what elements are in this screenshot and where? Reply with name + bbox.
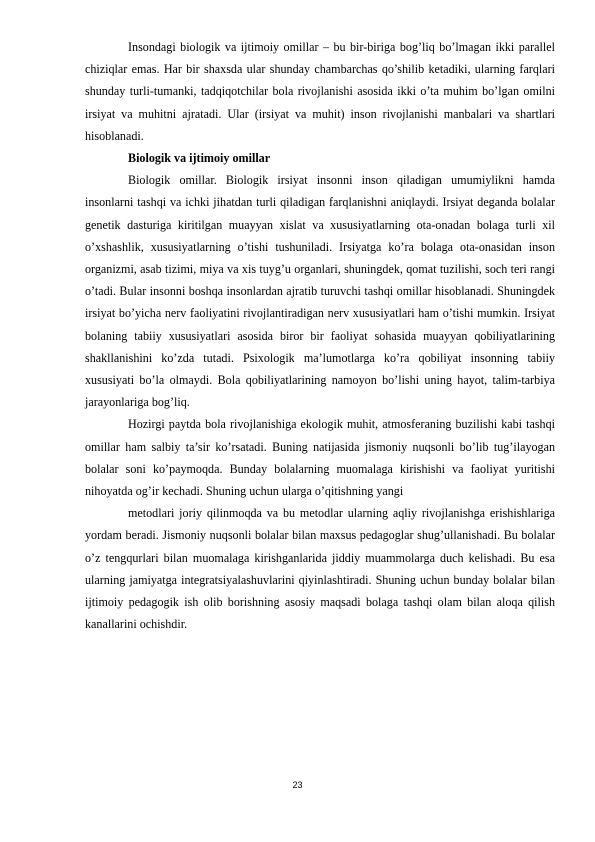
paragraph-teaching-methods: metodlari joriy qilinmoqda va bu metodlar ularning aqliy rivojlanishga erishishlariga yordam beradi. Jismoniy nuqsonli bolalar bilan maxsus pedagoglar shug’ullanishadi. Bu bolalar o’z tengqurlari bilan muomalaga kirishganlarida jiddiy muammolarga duch kelishadi. Bu esa ularning jamiyatga integratsiyalashuvlarini qiyinlashtiradi. Shuning uchun bunday bolalar bilan ijtimoiy pedagogik ish olib borishning asosiy maqsadi bolaga tashqi olam bilan aloqa qilish kanallarini ochishdir. [85, 506, 555, 632]
paragraph-biological-factors: Biologik omillar. Biologik irsiyat insonni inson qiladigan umumiylikni hamda insonlarni tashqi va ichki jihatdan turli qiladigan farqlanishni aniqlaydi. Irsiyat deganda bolalar genetik dasturiga kiritilgan muayyan xislat va xususiyatlarning ota-onadan bolaga turli xil o’xshashlik, xususiyatlarning o’tishi tushuniladi. Irsiyatga ko’ra bolaga ota-onasidan inson organizmi, asab tizimi, miya va xis tuyg’u organlari, shuningdek, qomat tuzilishi, soch teri rangi o’tadi. Bular insonni boshqa insonlardan ajratib turuvchi tashqi omillar hisoblanadi. Shuningdek irsiyat bo’yicha nerv faoliyatini rivojlantiradigan nerv xususiyatlari ham o’tishi mumkin. Irsiyat bolaning tabiiy xususiyatlari asosida biror bir faoliyat sohasida muayyan qobiliyatlarining shakllanishini ko’zda tutadi. Psixologik ma’lumotlarga ko’ra qobiliyat insonning tabiiy xususiyati bo’la olmaydi. Bola qobiliyatlarining namoyon bo’lishi uning hayot, talim-tarbiya jarayonlariga bog’liq. [85, 173, 555, 410]
text-column [85, 36, 555, 635]
section-heading: Biologik va ijtimoiy omillar [128, 151, 271, 166]
paragraph-ecological-environment: Hozirgi paytda bola rivojlanishiga ekologik muhit, atmosferaning buzilishi kabi tashqi omillar ham salbiy ta’sir ko’rsatadi. Buning natijasida jismoniy nuqsonli bo’lib tug’ilayogan bolalar soni ko’paymoqda. Bunday bolalarning muomalaga kirishishi va faoliyat yuritishi nihoyatda og’ir kechadi. Shuning uchun ularga o’qitishning yangi [85, 417, 555, 499]
page-number: 23 [292, 780, 303, 790]
paragraph-intro: Insondagi biologik va ijtimoiy omillar – bu bir-biriga bog’liq bo’lmagan ikki parallel chiziqlar emas. Har bir shaxsda ular shunday chambarchas qo’shilib ketadiki, ularning farqlari shunday turli-tumanki, tadqiqotchilar bola rivojlanishi asosida ikki o’ta muhim bo’lgan omilni irsiyat va muhitni ajratadi. Ular (irsiyat va muhit) inson rivojlanishi manbalari va shartlari hisoblanadi. [85, 40, 555, 143]
